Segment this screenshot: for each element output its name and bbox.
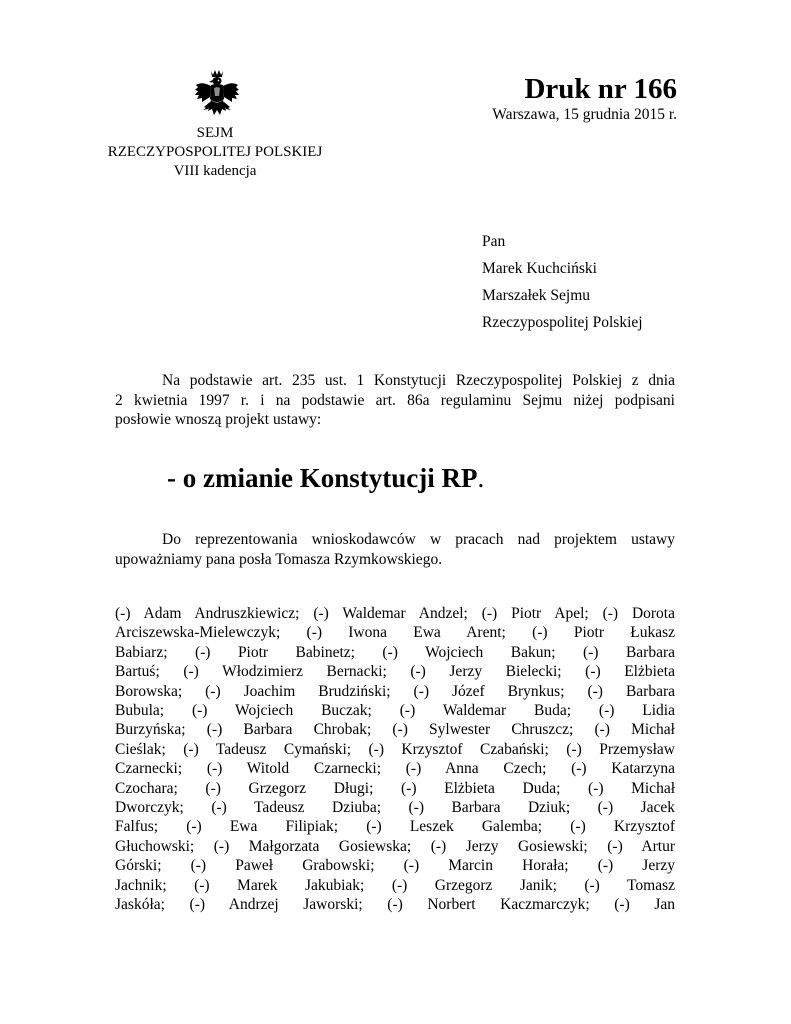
- bill-title-text: - o zmianie Konstytucji RP: [167, 463, 478, 493]
- addressee-position: Marszałek Sejmu: [482, 287, 591, 304]
- signers-line: Borowska; (-) Joachim Brudziński; (-) Józef Brynkus; (-) Barbara: [115, 682, 675, 700]
- intro-paragraph: [115, 371, 675, 430]
- org-name-full: RZECZYPOSPOLITEJ POLSKIEJ: [107, 144, 323, 160]
- signers-line: Czarnecki; (-) Witold Czarnecki; (-) Anna Czech; (-) Katarzyna: [115, 760, 675, 778]
- signers-line: Głuchowski; (-) Małgorzata Gosiewska; (-) Jerzy Gosiewski; (-) Artur: [115, 837, 675, 855]
- signers-line: Bartuś; (-) Włodzimierz Bernacki; (-) Jerzy Bielecki; (-) Elżbieta: [115, 663, 675, 681]
- addressee-salutation: Pan: [482, 233, 506, 250]
- intro-line: Na podstawie art. 235 ust. 1 Konstytucji Rzeczypospolitej Polskiej z dnia: [162, 372, 675, 389]
- signers-line: Arciszewska-Mielewczyk; (-) Iwona Ewa Arent; (-) Piotr Łukasz: [115, 624, 675, 642]
- bill-title-dot: .: [477, 463, 485, 493]
- representation-line: Do reprezentowania wnioskodawców w pracach nad projektem ustawy: [162, 531, 675, 548]
- signers-line: (-) Adam Andruszkiewicz; (-) Waldemar Andzel; (-) Piotr Apel; (-) Dorota: [115, 605, 675, 622]
- signers-line: Burzyńska; (-) Barbara Chrobak; (-) Sylwester Chruszcz; (-) Michał: [115, 721, 675, 739]
- representation-paragraph: [115, 530, 675, 569]
- intro-line: 2 kwietnia 1997 r. i na podstawie art. 86a regulaminu Sejmu niżej podpisani: [115, 391, 675, 409]
- signers-line: Czochara; (-) Grzegorz Długi; (-) Elżbieta Duda; (-) Michał: [115, 779, 675, 797]
- signers-line: Bubula; (-) Wojciech Buczak; (-) Waldemar Buda; (-) Lidia: [115, 702, 675, 720]
- signers-line: Dworczyk; (-) Tadeusz Dziuba; (-) Barbara Dziuk; (-) Jacek: [115, 799, 675, 817]
- term: VIII kadencja: [173, 163, 257, 179]
- signers-line: Jachnik; (-) Marek Jakubiak; (-) Grzegorz Janik; (-) Tomasz: [115, 876, 675, 894]
- print-number: Druk nr 166: [524, 73, 677, 105]
- addressee-block: [482, 228, 643, 336]
- polish-eagle-emblem-icon: [194, 69, 240, 119]
- signers-line: Cieślak; (-) Tadeusz Cymański; (-) Krzysztof Czabański; (-) Przemysław: [115, 740, 675, 758]
- document-date: Warszawa, 15 grudnia 2015 r.: [492, 106, 677, 123]
- signers-line: Falfus; (-) Ewa Filipiak; (-) Leszek Galemba; (-) Krzysztof: [115, 818, 675, 836]
- signers-line: Jaskóła; (-) Andrzej Jaworski; (-) Norbert Kaczmarczyk; (-) Jan: [115, 896, 675, 914]
- intro-line: posłowie wnoszą projekt ustawy:: [115, 411, 322, 428]
- representation-line: upoważniamy pana posła Tomasza Rzymkowskiego.: [115, 550, 443, 568]
- signers-list: [115, 604, 675, 915]
- addressee-name: Marek Kuchciński: [482, 260, 597, 277]
- signers-line: Górski; (-) Paweł Grabowski; (-) Marcin Horała; (-) Jerzy: [115, 857, 675, 875]
- issuer-block: [60, 124, 370, 181]
- signers-line: Babiarz; (-) Piotr Babinetz; (-) Wojciech Bakun; (-) Barbara: [115, 643, 675, 661]
- addressee-institution: Rzeczypospolitej Polskiej: [482, 314, 643, 331]
- bill-title: [167, 462, 484, 494]
- org-name: SEJM: [196, 125, 234, 141]
